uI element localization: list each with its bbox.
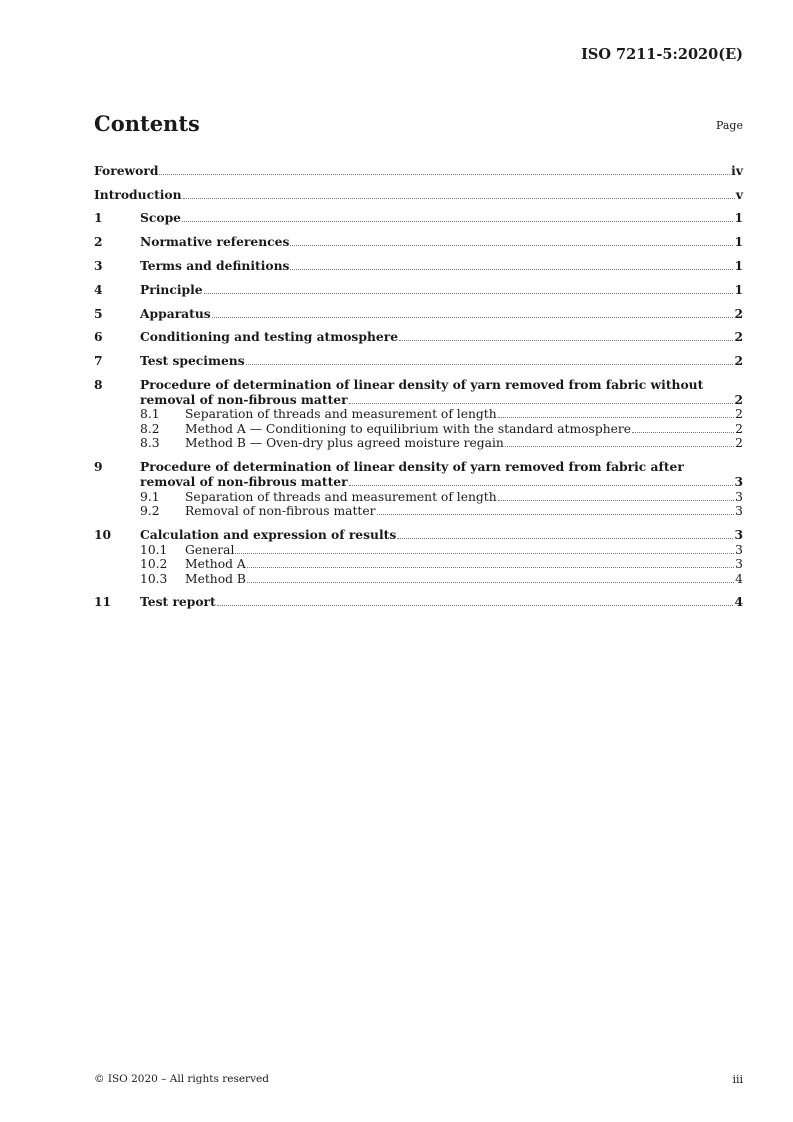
document-id: ISO 7211-5:2020(E) xyxy=(581,46,743,63)
toc-entry-clause-5[interactable] xyxy=(94,297,743,321)
footer-page-number: iii xyxy=(732,1073,743,1086)
toc-entry-number: 4 xyxy=(94,281,103,297)
toc-subentry-title: Removal of non-fibrous matter xyxy=(185,504,376,519)
dot-leader xyxy=(290,269,733,270)
toc-subentry-10-2[interactable] xyxy=(94,557,743,572)
toc-entry-title: Foreword xyxy=(94,162,159,178)
toc-subentry-title: Method A xyxy=(185,557,246,572)
toc-subentry-9-1[interactable] xyxy=(94,489,743,504)
dot-leader xyxy=(212,317,734,318)
toc-entry-title: Test specimens xyxy=(140,353,245,369)
dot-leader xyxy=(498,500,735,501)
dot-leader xyxy=(247,567,734,568)
toc-subentry-page: 2 xyxy=(735,407,743,422)
toc-entry-title-line2: removal of non-fibrous matter xyxy=(140,474,348,490)
toc-entry-page: 2 xyxy=(734,353,743,369)
dot-leader xyxy=(505,446,734,447)
dot-leader xyxy=(247,582,734,583)
toc-entry-title: Introduction xyxy=(94,186,182,202)
toc-subentry-number: 10.3 xyxy=(140,571,168,586)
toc-entry-number: 3 xyxy=(94,257,103,273)
toc-subentry-number: 8.1 xyxy=(140,407,160,422)
toc-entry-clause-1[interactable] xyxy=(94,202,743,226)
toc-entry-title: Test report xyxy=(140,594,216,610)
toc-entry-clause-11[interactable] xyxy=(94,586,743,610)
toc-entry-page: v xyxy=(735,186,743,202)
toc-entry-page: 4 xyxy=(734,594,743,610)
toc-subentry-title: Separation of threads and measurement of length xyxy=(185,407,497,422)
toc-subentry-title: General xyxy=(185,542,235,557)
toc-subentry-8-2[interactable] xyxy=(94,421,743,436)
toc-entry-number: 8 xyxy=(94,376,103,392)
dot-leader xyxy=(159,174,730,175)
toc-entry-title: Scope xyxy=(140,210,181,226)
toc-entry-clause-3[interactable] xyxy=(94,249,743,273)
dot-leader xyxy=(204,293,734,294)
toc-entry-page: 3 xyxy=(734,474,743,490)
toc-subentry-title: Method A — Conditioning to equilibrium with the standard atmosphere xyxy=(185,421,632,436)
toc-entry-title: Apparatus xyxy=(140,305,211,321)
toc-entry-title: Principle xyxy=(140,281,203,297)
toc-entry-title-line1: Procedure of determination of linear density of yarn removed from fabric after xyxy=(140,459,684,475)
toc-entry-title-line2: removal of non-fibrous matter xyxy=(140,391,348,407)
toc-subentry-title: Method B — Oven-dry plus agreed moisture regain xyxy=(185,436,504,451)
toc-subentry-title: Separation of threads and measurement of length xyxy=(185,489,497,504)
toc-subentry-page: 3 xyxy=(735,542,743,557)
dot-leader xyxy=(377,514,735,515)
toc-entry-page: 2 xyxy=(734,329,743,345)
contents-title: Contents xyxy=(94,111,200,136)
toc-subentry-page: 2 xyxy=(735,436,743,451)
toc-entry-number: 9 xyxy=(94,459,103,475)
dot-leader xyxy=(235,553,734,554)
page-column-label: Page xyxy=(715,119,743,132)
toc-entry-title: Terms and definitions xyxy=(140,257,290,273)
toc-entry-number: 11 xyxy=(94,594,112,610)
toc-subentry-page: 3 xyxy=(735,489,743,504)
toc-subentry-number: 10.1 xyxy=(140,542,168,557)
toc-entry-number: 5 xyxy=(94,305,103,321)
toc-entry-number: 1 xyxy=(94,210,103,226)
dot-leader xyxy=(290,245,733,246)
toc-subentry-page: 3 xyxy=(735,557,743,572)
toc-entry-foreword[interactable] xyxy=(94,154,743,178)
toc-entry-introduction[interactable] xyxy=(94,178,743,202)
toc-entry-title: Calculation and expression of results xyxy=(140,527,397,543)
table-of-contents xyxy=(94,154,743,609)
dot-leader xyxy=(183,198,735,199)
toc-subentry-9-2[interactable] xyxy=(94,504,743,519)
toc-subentry-10-3[interactable] xyxy=(94,571,743,586)
toc-entry-clause-4[interactable] xyxy=(94,273,743,297)
dot-leader xyxy=(182,221,733,222)
dot-leader xyxy=(349,403,734,404)
toc-subentry-number: 9.1 xyxy=(140,489,160,504)
toc-subentry-10-1[interactable] xyxy=(94,542,743,557)
toc-subentry-8-3[interactable] xyxy=(94,436,743,451)
toc-subentry-number: 8.3 xyxy=(140,436,160,451)
toc-subentry-page: 4 xyxy=(735,571,743,586)
toc-entry-clause-8[interactable] xyxy=(94,368,743,407)
toc-entry-number: 7 xyxy=(94,353,103,369)
toc-entry-clause-2[interactable] xyxy=(94,225,743,249)
toc-subentry-page: 3 xyxy=(735,504,743,519)
toc-entry-page: 2 xyxy=(734,305,743,321)
toc-entry-page: 2 xyxy=(734,391,743,407)
footer-copyright: © ISO 2020 – All rights reserved xyxy=(94,1073,269,1085)
toc-entry-title: Conditioning and testing atmosphere xyxy=(140,329,399,345)
toc-entry-page: 1 xyxy=(734,234,743,250)
toc-entry-clause-10[interactable] xyxy=(94,518,743,542)
toc-subentry-page: 2 xyxy=(735,421,743,436)
dot-leader xyxy=(498,417,735,418)
toc-entry-number: 10 xyxy=(94,527,112,543)
toc-entry-page: 1 xyxy=(734,210,743,226)
toc-entry-clause-9[interactable] xyxy=(94,450,743,489)
dot-leader xyxy=(349,485,734,486)
toc-entry-page: 3 xyxy=(734,527,743,543)
toc-subentry-number: 9.2 xyxy=(140,504,160,519)
toc-subentry-number: 10.2 xyxy=(140,557,168,572)
toc-subentry-number: 8.2 xyxy=(140,421,160,436)
toc-entry-clause-6[interactable] xyxy=(94,321,743,345)
dot-leader xyxy=(632,432,734,433)
dot-leader xyxy=(246,364,734,365)
dot-leader xyxy=(217,605,734,606)
toc-entry-number: 2 xyxy=(94,234,103,250)
toc-entry-page: iv xyxy=(731,162,743,178)
dot-leader xyxy=(397,538,733,539)
toc-entry-title-line1: Procedure of determination of linear density of yarn removed from fabric without xyxy=(140,376,704,392)
toc-entry-page: 1 xyxy=(734,257,743,273)
toc-entry-page: 1 xyxy=(734,281,743,297)
toc-entry-number: 6 xyxy=(94,329,103,345)
toc-entry-title: Normative references xyxy=(140,234,290,250)
dot-leader xyxy=(399,340,733,341)
toc-subentry-8-1[interactable] xyxy=(94,407,743,422)
toc-entry-clause-7[interactable] xyxy=(94,344,743,368)
toc-subentry-title: Method B xyxy=(185,571,246,586)
